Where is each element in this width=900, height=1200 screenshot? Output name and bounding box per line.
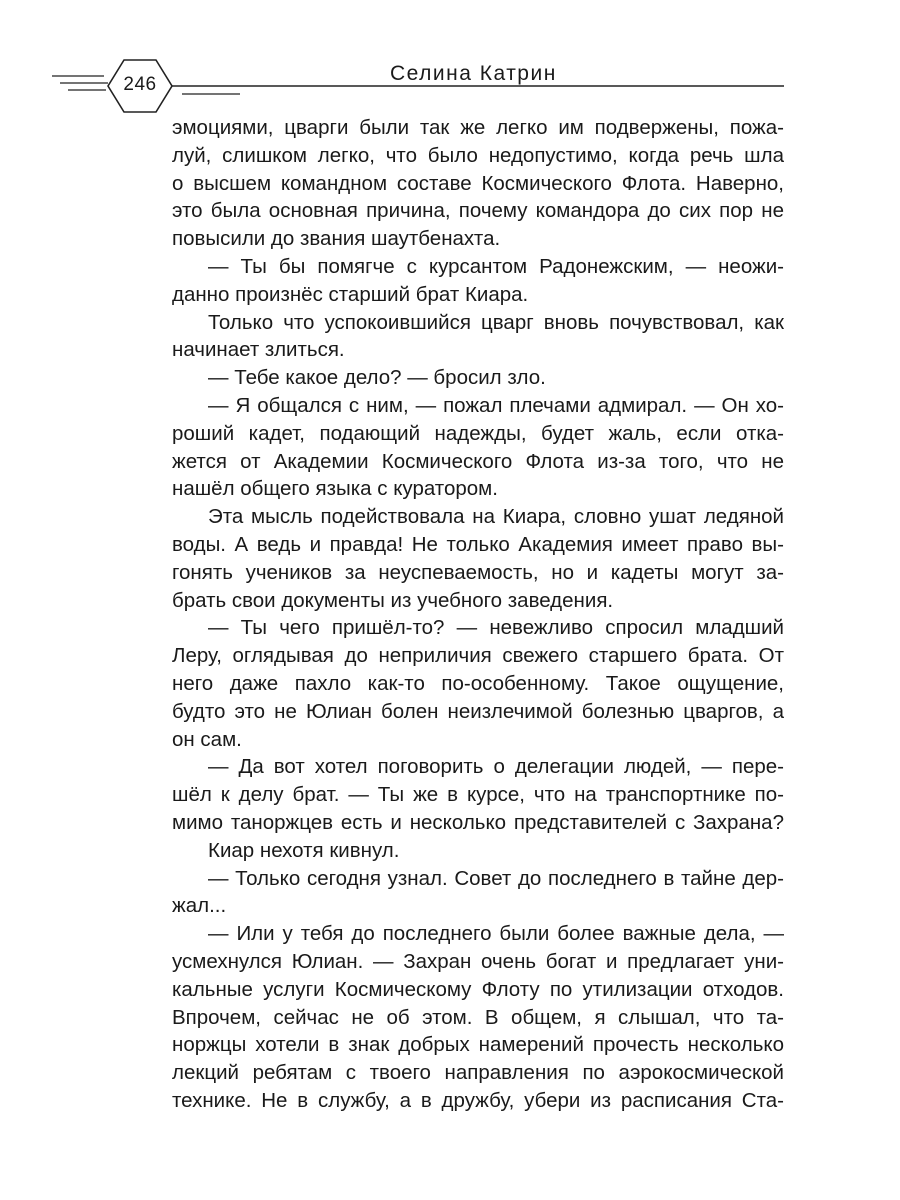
text-line: — Я общался с ним, — пожал плечами адмирал. — Он хо-	[208, 393, 784, 417]
text-line: — Только сегодня узнал. Совет до последнего в тайне дер-	[208, 866, 784, 890]
text-line: роший кадет, подающий надежды, будет жаль, если отка-	[172, 421, 784, 445]
text-line: это была основная причина, почему командора до сих пор не	[172, 199, 784, 223]
text-line: о высшем командном составе Космического Флота. Наверно,	[172, 171, 784, 195]
text-line: — Или у тебя до последнего были более важные дела, —	[208, 922, 784, 946]
text-line: Только что успокоившийся цварг вновь почувствовал, как	[208, 310, 784, 334]
text-line: — Тебе какое дело? — бросил зло.	[208, 366, 546, 390]
text-line: гонять учеников за неуспеваемость, но и кадеты могут за-	[172, 560, 784, 584]
text-line: лекций ребятам с твоего направления по аэрокосмической	[172, 1061, 784, 1085]
text-line: Леру, оглядывая до неприличия свежего старшего брата. От	[172, 644, 784, 668]
text-line: повысили до звания шаутбенахта.	[172, 227, 501, 251]
text-line: данно произнёс старший брат Киара.	[172, 282, 529, 306]
text-line: Впрочем, сейчас не об этом. В общем, я слышал, что та-	[172, 1005, 784, 1029]
page-header	[0, 0, 900, 130]
text-line: шёл к делу брат. — Ты же в курсе, что на транспортнике по-	[172, 783, 784, 807]
text-line: усмехнулся Юлиан. — Захран очень богат и предлагает уни-	[172, 949, 784, 973]
text-line: мимо таноржцев есть и несколько представителей с Захрана?	[172, 810, 784, 834]
page-number: 246	[123, 74, 157, 95]
text-line: кальные услуги Космическому Флоту по утилизации отходов.	[172, 977, 784, 1001]
text-line: начинает злиться.	[172, 338, 345, 362]
running-head-author: Селина Катрин	[390, 62, 557, 85]
text-line: — Ты чего пришёл-то? — невежливо спросил младший	[208, 616, 784, 640]
text-line: брать свои документы из учебного заведения.	[172, 588, 614, 612]
text-line: технике. Не в службу, а в дружбу, убери из расписания Ста-	[172, 1088, 784, 1112]
text-line: Эта мысль подействовала на Киара, словно ушат ледяной	[208, 505, 784, 529]
text-line: он сам.	[172, 727, 242, 751]
text-line: него даже пахло как-то по-особенному. Такое ощущение,	[172, 671, 784, 695]
text-line: будто это не Юлиан болен неизлечимой болезнью цваргов, а	[172, 699, 784, 723]
text-line: нашёл общего языка с куратором.	[172, 477, 498, 501]
text-line: жется от Академии Космического Флота из-за того, что не	[172, 449, 784, 473]
text-line: эмоциями, цварги были так же легко им подвержены, пожа-	[172, 116, 784, 139]
text-line: луй, слишком легко, что было недопустимо, когда речь шла	[172, 143, 784, 167]
text-line: — Да вот хотел поговорить о делегации людей, — пере-	[208, 755, 784, 779]
text-line: воды. А ведь и правда! Не только Академия имеет право вы-	[172, 532, 784, 556]
body-text	[172, 114, 784, 1115]
text-line: — Ты бы помягче с курсантом Радонежским, — неожи-	[208, 254, 784, 278]
text-line: норжцы хотели в знак добрых намерений прочесть несколько	[172, 1033, 784, 1057]
text-line: Киар нехотя кивнул.	[208, 838, 400, 862]
text-line: жал...	[172, 894, 227, 918]
